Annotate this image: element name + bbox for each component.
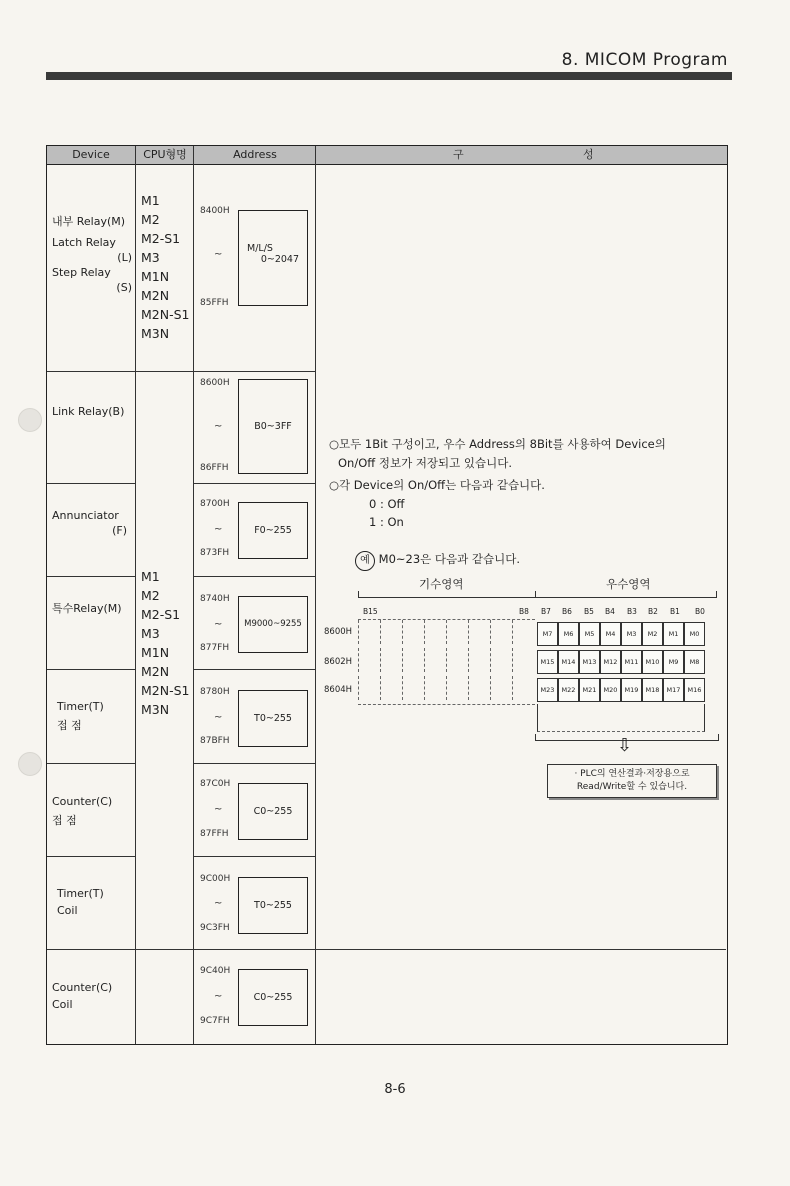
down-arrow-icon: ⇩ xyxy=(617,735,633,756)
memory-box: M9000~9255 xyxy=(238,596,308,653)
cpu-model: M3N xyxy=(141,326,170,341)
bit-label: B7 xyxy=(541,607,551,616)
bit-label: B8 xyxy=(519,607,529,616)
cpu-model: M2 xyxy=(141,588,160,603)
bit-cell xyxy=(446,648,468,672)
bit-cell xyxy=(424,620,446,644)
device-suffix: Coil xyxy=(52,998,73,1011)
device-cell xyxy=(52,980,112,1012)
page-number: 8-6 xyxy=(384,1082,406,1097)
note-off: 0 : Off xyxy=(369,497,405,511)
cpu-model: M1 xyxy=(141,569,160,584)
bit-cell xyxy=(468,676,490,700)
address-end: 9C3FH xyxy=(200,923,230,933)
memory-box: B0~3FF xyxy=(238,379,308,474)
cpu-model: M2N-S1 xyxy=(141,683,190,698)
device-name: Latch Relay xyxy=(52,236,116,249)
address-end: 873FH xyxy=(200,548,230,558)
bit-cell: M23 xyxy=(537,678,558,702)
bit-label: B2 xyxy=(648,607,658,616)
device-name: 특수Relay(M) xyxy=(52,602,122,615)
bit-cell xyxy=(424,676,446,700)
bit-cell: M4 xyxy=(600,622,621,646)
row-divider xyxy=(47,576,135,577)
address-end: 87FFH xyxy=(200,829,229,839)
bit-cell xyxy=(512,620,534,644)
cpu-model: M2-S1 xyxy=(141,231,181,246)
bit-label: B4 xyxy=(605,607,615,616)
bit-cell xyxy=(358,620,380,644)
address-start: 8700H xyxy=(200,499,230,509)
binder-hole xyxy=(18,752,42,776)
address-start: 87C0H xyxy=(200,779,231,789)
address-start: 9C00H xyxy=(200,874,231,884)
cpu-list xyxy=(141,191,190,343)
range-tilde: ~ xyxy=(214,898,223,909)
odd-area-label: 기수영역 xyxy=(419,577,464,591)
bit-label: B5 xyxy=(584,607,594,616)
bit-cell: M18 xyxy=(642,678,663,702)
bit-cell: M17 xyxy=(663,678,684,702)
address-end: 86FFH xyxy=(200,463,229,473)
range-tilde: ~ xyxy=(214,804,223,815)
device-cell xyxy=(52,214,132,295)
device-name: Counter(C) xyxy=(52,981,113,994)
cpu-list xyxy=(141,567,190,719)
row-divider xyxy=(193,763,315,764)
address-start: 8600H xyxy=(200,378,230,388)
note-on: 1 : On xyxy=(369,515,404,529)
bit-cell xyxy=(446,620,468,644)
device-suffix: 접 점 xyxy=(52,814,77,827)
device-suffix: Coil xyxy=(57,904,78,917)
callout-line: Read/Write할 수 있습니다. xyxy=(576,782,688,792)
col-header-structure xyxy=(315,146,727,165)
memory-box: F0~255 xyxy=(238,502,308,559)
example-line xyxy=(355,551,520,571)
bit-cell: M8 xyxy=(684,650,705,674)
col-divider xyxy=(135,146,136,1044)
callout-box xyxy=(547,764,717,798)
bit-cell xyxy=(380,676,402,700)
box-range: 0~2047 xyxy=(260,254,299,265)
device-cell xyxy=(57,886,104,918)
cpu-model: M1N xyxy=(141,269,170,284)
note-line: On/Off 정보가 저장되고 있습니다. xyxy=(338,456,513,470)
device-name: Link Relay(B) xyxy=(52,405,125,418)
odd-area-bracket xyxy=(358,591,536,598)
address-start: 8780H xyxy=(200,687,230,697)
address-end: 85FFH xyxy=(200,298,229,308)
row-divider xyxy=(193,576,315,577)
col-header-structure-2: 성 xyxy=(583,148,594,161)
chapter-title: 8. MICOM Program xyxy=(561,50,728,70)
cpu-model: M2N-S1 xyxy=(141,307,190,322)
row-address: 8602H xyxy=(324,657,353,667)
odd-byte-area xyxy=(358,619,535,705)
cpu-model: M3 xyxy=(141,626,160,641)
device-name: Step Relay xyxy=(52,266,111,279)
bit-cell: M20 xyxy=(600,678,621,702)
box-label: M/L/S xyxy=(247,243,273,254)
bit-cell: M1 xyxy=(663,622,684,646)
example-mark: 예 xyxy=(355,551,375,571)
row-divider xyxy=(47,856,135,857)
device-name: Timer(T) xyxy=(57,887,104,900)
bit-cell: M13 xyxy=(579,650,600,674)
row-divider xyxy=(47,949,315,950)
binder-hole xyxy=(18,408,42,432)
bit-cell: M21 xyxy=(579,678,600,702)
cpu-model: M1 xyxy=(141,193,160,208)
address-start: 8400H xyxy=(200,206,230,216)
bit-cell xyxy=(512,676,534,700)
row-divider xyxy=(193,669,315,670)
device-cell xyxy=(57,699,127,733)
bit-cell xyxy=(358,648,380,672)
device-suffix: 접 점 xyxy=(57,719,82,732)
bit-cell: M5 xyxy=(579,622,600,646)
bit-cell: M22 xyxy=(558,678,579,702)
device-name: Counter(C) xyxy=(52,795,113,808)
bit-cell xyxy=(490,676,512,700)
bit-cell xyxy=(468,648,490,672)
cpu-model: M2N xyxy=(141,288,170,303)
bit-label: B0 xyxy=(695,607,705,616)
device-suffix: (S) xyxy=(116,281,132,294)
memory-box: C0~255 xyxy=(238,783,308,840)
range-tilde: ~ xyxy=(214,619,223,630)
memory-box xyxy=(238,210,308,306)
bit-cell: M9 xyxy=(663,650,684,674)
bit-cell xyxy=(380,648,402,672)
note-line: ○각 Device의 On/Off는 다음과 같습니다. xyxy=(329,478,545,492)
range-tilde: ~ xyxy=(214,249,223,260)
bit-cell: M16 xyxy=(684,678,705,702)
callout-line: · PLC의 연산결과·저장용으로 xyxy=(574,769,690,779)
bit-label-b15: B15 xyxy=(363,607,378,616)
bit-cell: M0 xyxy=(684,622,705,646)
device-cell xyxy=(52,508,127,538)
device-cell xyxy=(52,601,122,616)
bit-cell: M6 xyxy=(558,622,579,646)
bit-label: B3 xyxy=(627,607,637,616)
bit-cell xyxy=(380,620,402,644)
bit-cell xyxy=(512,648,534,672)
memory-box: T0~255 xyxy=(238,877,308,934)
row-divider xyxy=(47,669,135,670)
bit-cell xyxy=(490,620,512,644)
cpu-model: M2 xyxy=(141,212,160,227)
range-tilde: ~ xyxy=(214,991,223,1002)
row-divider xyxy=(47,763,135,764)
bit-cell xyxy=(358,676,380,700)
row-divider xyxy=(193,856,315,857)
bit-cell: M19 xyxy=(621,678,642,702)
device-name: 내부 Relay(M) xyxy=(52,215,126,228)
bit-row-empty xyxy=(537,704,705,732)
row-divider xyxy=(47,371,315,372)
bit-cell xyxy=(402,676,424,700)
bit-cell: M14 xyxy=(558,650,579,674)
col-header-cpu: CPU형명 xyxy=(135,146,194,165)
bit-cell: M11 xyxy=(621,650,642,674)
bit-cell xyxy=(490,648,512,672)
even-area-label: 우수영역 xyxy=(606,577,651,591)
bit-label: B6 xyxy=(562,607,572,616)
device-cell xyxy=(52,794,132,828)
cpu-model: M1N xyxy=(141,645,170,660)
col-header-address: Address xyxy=(193,146,316,165)
bit-cell: M10 xyxy=(642,650,663,674)
device-name: Timer(T) xyxy=(57,700,104,713)
row-address: 8600H xyxy=(324,627,353,637)
row-divider xyxy=(47,483,135,484)
row-divider xyxy=(315,949,726,950)
col-divider xyxy=(193,146,194,1044)
device-address-table xyxy=(46,145,728,1045)
cpu-model: M2-S1 xyxy=(141,607,181,622)
address-end: 87BFH xyxy=(200,736,230,746)
address-end: 9C7FH xyxy=(200,1016,230,1026)
example-text: M0~23은 다음과 같습니다. xyxy=(378,552,521,566)
memory-box: T0~255 xyxy=(238,690,308,747)
range-tilde: ~ xyxy=(214,421,223,432)
range-tilde: ~ xyxy=(214,524,223,535)
col-divider xyxy=(315,146,316,1044)
row-divider xyxy=(193,483,315,484)
bit-cell: M2 xyxy=(642,622,663,646)
device-cell xyxy=(52,404,124,419)
bit-label: B1 xyxy=(670,607,680,616)
bit-cell: M15 xyxy=(537,650,558,674)
memory-box: C0~255 xyxy=(238,969,308,1026)
cpu-model: M3N xyxy=(141,702,170,717)
address-start: 8740H xyxy=(200,594,230,604)
bit-cell xyxy=(402,620,424,644)
bit-cell xyxy=(424,648,446,672)
bit-cell: M3 xyxy=(621,622,642,646)
col-header-device: Device xyxy=(47,146,135,165)
bit-cell: M12 xyxy=(600,650,621,674)
device-name: Annunciator xyxy=(52,509,119,522)
cpu-model: M3 xyxy=(141,250,160,265)
device-suffix: (L) xyxy=(117,251,132,264)
col-header-structure-1: 구 xyxy=(453,148,464,161)
device-suffix: (F) xyxy=(112,524,127,537)
address-end: 877FH xyxy=(200,643,230,653)
bit-cell xyxy=(402,648,424,672)
row-address: 8604H xyxy=(324,685,353,695)
note-line: ○모두 1Bit 구성이고, 우수 Address의 8Bit를 사용하여 Device의 xyxy=(329,437,666,451)
header-rule xyxy=(46,72,732,80)
address-start: 9C40H xyxy=(200,966,231,976)
even-area-bracket xyxy=(535,591,717,598)
bit-cell xyxy=(446,676,468,700)
cpu-model: M2N xyxy=(141,664,170,679)
bit-cell: M7 xyxy=(537,622,558,646)
range-tilde: ~ xyxy=(214,712,223,723)
bit-cell xyxy=(468,620,490,644)
